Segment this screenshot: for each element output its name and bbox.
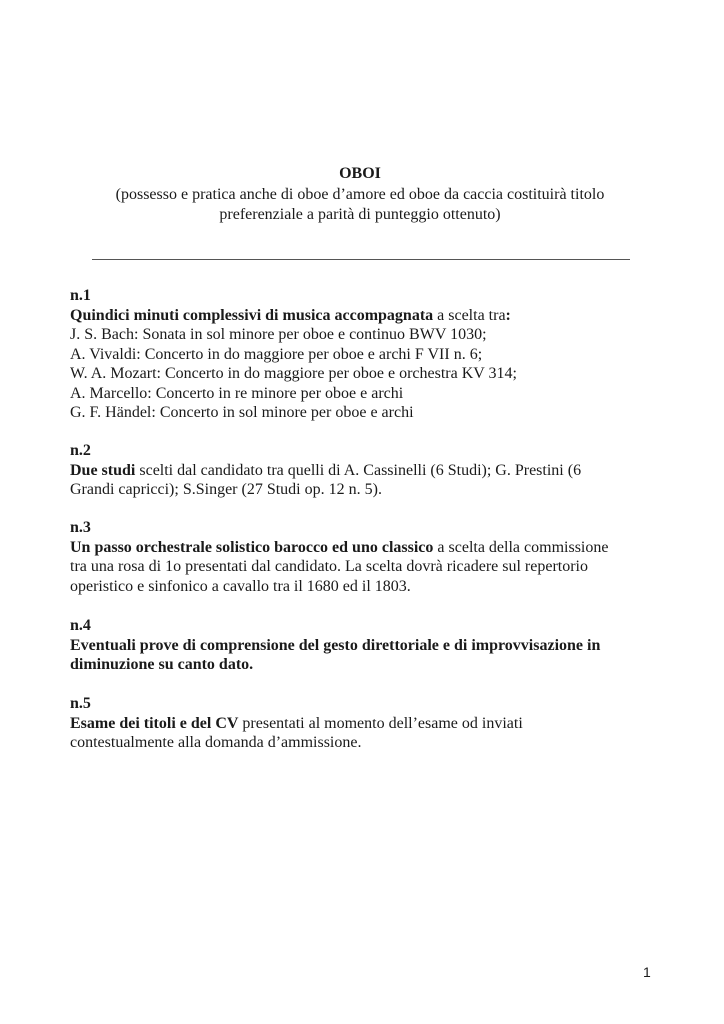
section-lead-text: presentati al momento dell’esame od inviati [238,714,523,732]
section-lead [70,306,660,326]
section-2 [70,441,660,500]
page-number: 1 [643,964,651,980]
list-item: G. F. Händel: Concerto in sol minore per oboe e archi [70,404,414,421]
section-number: n.5 [70,695,91,712]
section-4 [70,616,660,675]
section-number: n.3 [70,519,91,536]
section-number: n.1 [70,287,91,304]
section-line-1 [70,714,660,734]
section-line-1 [70,461,660,481]
section-line-2: contestualmente alla domanda d’ammissione. [70,734,362,751]
section-line-1 [70,538,660,558]
section-1 [70,286,660,423]
subtitle-line-1: (possesso e pratica anche di oboe d’amore ed oboe da caccia costituirà titolo [115,186,605,203]
section-bold-line-2: diminuzione su canto dato. [70,656,254,673]
section-3 [70,518,660,596]
section-lead-text: a scelta tra [433,306,506,324]
list-item: A. Marcello: Concerto in re minore per oboe e archi [70,384,404,402]
list-item: A. Vivaldi: Concerto in do maggiore per oboe e archi F VII n. 6; [70,345,483,363]
section-lead-bold: Un passo orchestrale solistico barocco ed uno classico [70,538,434,556]
subtitle-line-2: preferenziale a parità di punteggio ottenuto) [219,206,501,223]
page-title: OBOI [339,165,381,182]
section-lead-text: scelti dal candidato tra quelli di A. Cassinelli (6 Studi); G. Prestini (6 [135,461,582,479]
document-header [60,164,660,225]
section-number: n.4 [70,617,91,634]
horizontal-divider [92,259,630,260]
section-lead-bold: Quindici minuti complessivi di musica accompagnata [70,306,434,324]
section-lead-colon: : [505,306,511,324]
section-number: n.2 [70,442,91,459]
section-lead-bold: Esame dei titoli e del CV [70,714,239,732]
list-item: W. A. Mozart: Concerto in do maggiore per oboe e orchestra KV 314; [70,365,517,382]
list-item: J. S. Bach: Sonata in sol minore per oboe e continuo BWV 1030; [70,326,487,343]
section-bold-line-1: Eventuali prove di comprensione del gesto direttoriale e di improvvisazione in [70,636,601,654]
section-line-2: Grandi capricci); S.Singer (27 Studi op. 12 n. 5). [70,481,382,498]
section-lead-bold: Due studi [70,461,136,479]
section-line-2: tra una rosa di 1o presentati dal candidato. La scelta dovrà ricadere sul repertorio [70,558,588,575]
section-5 [70,694,660,753]
section-lead-text: a scelta della commissione [433,538,609,556]
section-line-3: operistico e sinfonico a cavallo tra il 1680 ed il 1803. [70,577,411,595]
